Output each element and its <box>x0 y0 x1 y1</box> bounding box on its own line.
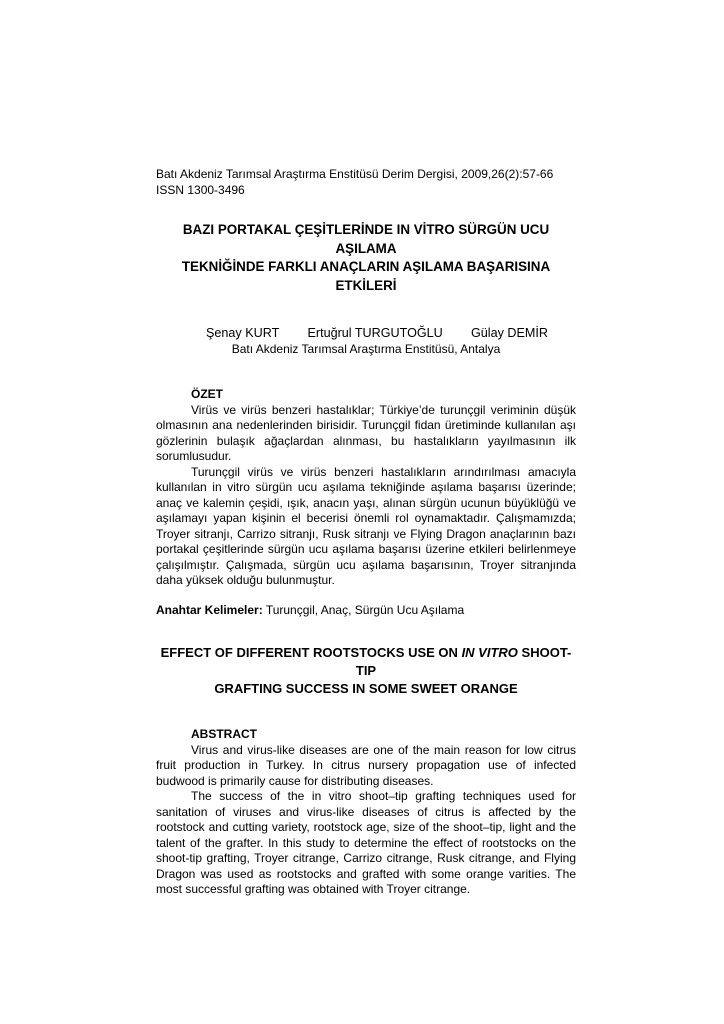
author-line <box>156 325 576 341</box>
journal-issn: ISSN 1300-3496 <box>156 183 245 197</box>
keywords-line <box>156 603 576 619</box>
title-turkish-line1: BAZI PORTAKAL ÇEŞİTLERİNDE IN VİTRO SÜRGÜN UCU AŞILAMA <box>182 222 550 256</box>
journal-header <box>156 166 576 198</box>
title-turkish <box>156 221 576 295</box>
english-abstract-section <box>156 727 576 898</box>
abstract-paragraph-2: The success of the in vitro shoot–tip grafting techniques used for sanitation of viruses and virus-like diseases of citrus is affected by the rootstock and cutting variety, rootstock age, size of the shoot–tip, light and the talent of the grafter. In this study to determine the effect of rootstocks on the shoot-tip grafting, Troyer citrange, Carrizo citrange, Rusk citrange, and Flying Dragon was used as rootstocks and grafted with some orange varities. The most successful grafting was obtained with Troyer citrange. <box>156 789 576 896</box>
title-english-italic: IN VITRO <box>461 645 518 660</box>
ozet-heading: ÖZET <box>191 387 223 401</box>
affiliation: Batı Akdeniz Tarımsal Araştırma Enstitüsü, Antalya <box>231 342 501 356</box>
title-english <box>156 644 576 698</box>
keywords-text: Turunçgil, Anaç, Sürgün Ucu Aşılama <box>265 602 465 617</box>
author-2: Ertuğrul TURGUTOĞLU <box>307 326 443 340</box>
title-english-line1-part2: SHOOT-TIP <box>355 645 572 678</box>
page-content <box>156 166 576 898</box>
title-turkish-line2: TEKNİĞİNDE FARKLI ANAÇLARIN AŞILAMA BAŞARISINA ETKİLERİ <box>181 259 551 293</box>
title-english-line2: GRAFTING SUCCESS IN SOME SWEET ORANGE <box>214 681 518 696</box>
journal-citation: Batı Akdeniz Tarımsal Araştırma Enstitüsü Derim Dergisi, 2009,26(2):57-66 <box>156 167 554 181</box>
title-english-line1-part1: EFFECT OF DIFFERENT ROOTSTOCKS USE ON <box>160 645 458 660</box>
author-1: Şenay KURT <box>206 326 280 340</box>
turkish-abstract-section <box>156 387 576 589</box>
ozet-paragraph-1: Virüs ve virüs benzeri hastalıklar; Türkiye’de turunçgil veriminin düşük olmasının ana nedenlerinden birisidir. Turunçgil fidan üretiminde kullanılan aşı gözlerinin bulaşık ağaçlardan alınması, bu hastalıkların yayılmasının ilk sorumlusudur. <box>156 402 576 463</box>
abstract-paragraph-1: Virus and virus-like diseases are one of the main reason for low citrus fruit production in Turkey. In citrus nursery propagation use of infected budwood is primarily cause for distributing diseases. <box>156 742 576 788</box>
abstract-heading: ABSTRACT <box>191 727 257 741</box>
keywords-label: Anahtar Kelimeler: <box>156 602 263 617</box>
ozet-paragraph-2: Turunçgil virüs ve virüs benzeri hastalıkların arındırılması amacıyla kullanılan in vitro sürgün ucu aşılama tekniğinde aşılama başarısı üzerinde; anaç ve kalemin çeşidi, ışık, anacın yaşı, alınan sürgün ucunun büyüklüğü ve aşılamayı yapan kişinin el becerisi önemli rol oynamaktadır. Çalışmamızda; Troyer sitranjı, Carrizo sitranjı, Rusk sitranjı ve Flying Dragon anaçlarının bazı portakal çeşitlerinde sürgün ucu aşılama başarısı üzerine etkileri belirlenmeye çalışılmıştır. Çalışmada, sürgün ucu aşılama başarısının, Troyer sitranjında daha yüksek olduğu bulunmuştur. <box>156 464 576 587</box>
author-3: Gülay DEMİR <box>471 326 548 340</box>
